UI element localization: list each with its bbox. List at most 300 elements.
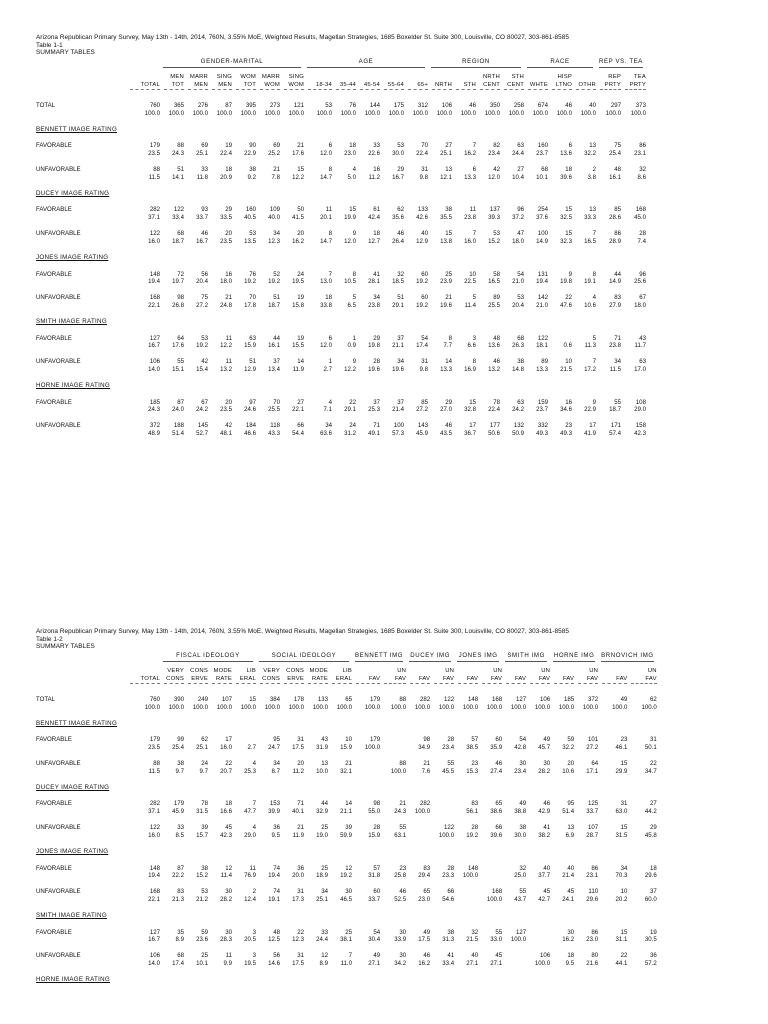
percent-cell: 27.2 <box>196 301 208 309</box>
percent-cell: 100.0 <box>364 703 381 711</box>
column-header: MARR <box>189 74 208 81</box>
count-cell: 46 <box>397 230 404 238</box>
percent-cell: 100.0 <box>630 109 646 117</box>
count-cell: 59 <box>567 736 575 744</box>
percent-cell: 45.8 <box>644 831 657 839</box>
percent-cell: 40.5 <box>244 213 256 221</box>
count-cell: 86 <box>591 864 599 872</box>
column-header: CONS <box>166 675 184 682</box>
percent-cell: 28.7 <box>586 831 599 839</box>
percent-cell: 29.1 <box>344 405 356 413</box>
percent-cell: 100.0 <box>144 703 160 711</box>
percent-cell: 9.2 <box>247 173 256 181</box>
percent-cell: 23.5 <box>220 237 232 245</box>
percent-cell: 28.3 <box>220 935 232 943</box>
column-header: FAV <box>562 675 575 682</box>
count-cell: 143 <box>417 422 428 430</box>
percent-cell: 22.1 <box>292 405 304 413</box>
percent-cell: 15.3 <box>466 767 479 775</box>
count-cell: 38 <box>519 824 527 832</box>
column-header <box>452 74 476 81</box>
percent-cell: 17.4 <box>416 341 428 349</box>
group-label: BENNETT IMG <box>355 652 403 662</box>
percent-cell: 18.0 <box>220 277 232 285</box>
count-cell: 47 <box>517 230 524 238</box>
count-cell: 46 <box>469 102 476 110</box>
group-header-row <box>36 58 646 68</box>
percent-cell: 16.5 <box>584 237 596 245</box>
rule-cell <box>380 89 404 93</box>
count-cell: 28 <box>447 864 455 872</box>
count-cell: 107 <box>587 824 599 832</box>
dashed-rule <box>600 89 621 90</box>
percent-cell: 14.8 <box>512 365 524 373</box>
count-cell: 28 <box>639 230 646 238</box>
percent-cell: 38.1 <box>340 935 352 943</box>
count-cell: 83 <box>423 864 431 872</box>
dashed-rule <box>164 683 184 684</box>
count-cell: 11 <box>225 358 232 366</box>
percent-cell: 28.1 <box>368 277 380 285</box>
blank-cell <box>126 58 160 68</box>
percent-cell: 16.9 <box>464 365 476 373</box>
percent-cell: 50.9 <box>512 429 524 437</box>
blank-cell <box>36 93 126 102</box>
column-header: FAV <box>538 675 551 682</box>
percent-cell: 23.4 <box>442 743 455 751</box>
section-title-cell <box>36 784 352 791</box>
table-row-count <box>36 865 657 872</box>
column-header: CENT <box>483 81 500 88</box>
count-cell: 168 <box>635 206 646 214</box>
dashed-rule <box>578 683 598 684</box>
percent-cell: 11.5 <box>609 365 621 373</box>
percent-cell: 32.3 <box>560 237 572 245</box>
rule-cell <box>304 89 332 93</box>
count-cell: 37 <box>649 888 657 896</box>
percent-cell <box>526 936 550 943</box>
percent-cell: 19.9 <box>344 213 356 221</box>
spacer-row <box>36 920 657 929</box>
column-header: ERAL <box>335 675 352 682</box>
count-cell: 66 <box>495 824 503 832</box>
blank-cell <box>36 74 126 81</box>
percent-cell: 16.2 <box>292 237 304 245</box>
percent-cell: 8.7 <box>271 767 280 775</box>
count-cell: 30 <box>225 928 232 936</box>
percent-cell: 18.1 <box>536 341 548 349</box>
rule-cell <box>328 683 352 687</box>
count-cell: 86 <box>614 230 621 238</box>
rule-cell <box>550 683 574 687</box>
percent-cell: 24.4 <box>316 935 328 943</box>
percent-cell: 22.9 <box>584 405 596 413</box>
percent-cell: 42.3 <box>220 831 232 839</box>
count-cell: 62 <box>397 206 404 214</box>
count-cell: 373 <box>635 102 646 110</box>
percent-cell: 51.4 <box>562 807 575 815</box>
percent-cell: 15.4 <box>196 365 208 373</box>
percent-cell: 22.5 <box>464 277 476 285</box>
dashed-rule <box>480 89 500 90</box>
count-cell: 88 <box>399 760 407 768</box>
row-label: FAVORABLE <box>36 270 72 278</box>
percent-cell: 47.7 <box>244 807 256 815</box>
count-cell: 53 <box>493 230 500 238</box>
percent-cell: 33.4 <box>442 959 455 967</box>
count-cell: 19 <box>225 142 232 150</box>
blank-cell <box>36 181 126 190</box>
count-cell: 34 <box>273 230 280 238</box>
count-cell: 276 <box>197 102 208 110</box>
dashed-rule <box>236 89 256 90</box>
count-cell <box>548 335 572 342</box>
count-cell: 15 <box>469 398 476 406</box>
percent-cell: 34.2 <box>394 959 407 967</box>
column-header: REP <box>608 74 621 81</box>
count-cell: 38 <box>177 760 184 768</box>
blank-cell <box>36 150 126 157</box>
count-cell: 8 <box>472 358 476 366</box>
count-cell: 30 <box>225 888 232 896</box>
count-cell: 177 <box>489 422 500 430</box>
count-cell: 33 <box>177 824 184 832</box>
percent-cell: 100.0 <box>390 767 407 775</box>
table-row-count <box>36 824 657 831</box>
row-label: UNFAVORABLE <box>36 294 81 302</box>
group-header <box>160 652 256 662</box>
count-cell: 13 <box>321 760 328 768</box>
percent-cell: 14.9 <box>609 277 621 285</box>
blank-cell <box>36 197 126 206</box>
count-cell: 159 <box>537 398 548 406</box>
percent-cell: 13.3 <box>536 365 548 373</box>
percent-cell: 27.1 <box>368 959 381 967</box>
percent-cell: 54.6 <box>442 895 455 903</box>
count-cell: 49 <box>543 736 551 744</box>
count-cell: 31 <box>297 888 304 896</box>
count-cell: 45 <box>225 824 232 832</box>
count-cell: 127 <box>149 928 160 936</box>
percent-cell: 100.0 <box>414 807 431 815</box>
percent-cell: 9.9 <box>223 959 232 967</box>
percent-cell: 19.2 <box>466 831 479 839</box>
percent-cell: 24.2 <box>196 405 208 413</box>
percent-cell: 23.9 <box>440 277 452 285</box>
crosstab-table-2 <box>36 652 657 984</box>
blank-cell <box>36 58 126 68</box>
count-cell: 27 <box>297 398 304 406</box>
count-cell: 42 <box>225 422 232 430</box>
count-cell: 46 <box>565 102 572 110</box>
count-cell: 68 <box>541 166 548 174</box>
spacer-row <box>36 413 646 422</box>
percent-cell: 23.5 <box>220 405 232 413</box>
count-cell: 127 <box>515 696 527 704</box>
column-header: LIB <box>342 668 352 675</box>
group-header <box>304 58 428 68</box>
spacer-row <box>36 133 646 142</box>
percent-cell: 18.9 <box>316 871 328 879</box>
count-cell: 21 <box>225 294 232 302</box>
spacer-row <box>36 943 657 952</box>
count-cell: 18 <box>225 166 232 174</box>
section-row <box>36 912 657 919</box>
spacer-row <box>36 967 657 976</box>
column-header: CONS <box>262 675 280 682</box>
dashed-rule <box>284 89 304 90</box>
count-cell: 4 <box>252 824 256 832</box>
percent-cell: 11.4 <box>220 871 232 879</box>
rule-cell <box>232 89 256 93</box>
count-cell: 49 <box>519 800 527 808</box>
count-cell: 21 <box>445 294 452 302</box>
percent-cell: 25.8 <box>394 871 407 879</box>
percent-cell: 16.0 <box>464 237 476 245</box>
count-cell: 15 <box>445 230 452 238</box>
percent-cell: 15.9 <box>244 341 256 349</box>
percent-cell: 20.4 <box>512 301 524 309</box>
spacer-row <box>36 309 646 318</box>
rule-cell <box>208 683 232 687</box>
count-cell: 7 <box>252 800 256 808</box>
percent-cell: 32.9 <box>316 807 328 815</box>
row-label: TOTAL <box>36 696 56 704</box>
count-cell: 27 <box>517 166 524 174</box>
rule-cell <box>256 683 280 687</box>
percent-cell: 15.9 <box>340 743 352 751</box>
percent-cell: 27.0 <box>440 405 452 413</box>
percent-cell: 26.8 <box>172 301 184 309</box>
count-cell: 2 <box>592 166 596 174</box>
section-title: JONES IMAGE RATING <box>36 848 109 856</box>
column-header <box>126 668 160 675</box>
percent-cell: 17.3 <box>292 895 304 903</box>
count-cell: 55 <box>614 398 621 406</box>
count-cell: 42 <box>493 166 500 174</box>
count-cell: 49 <box>423 928 431 936</box>
table-row-percent <box>36 430 646 437</box>
percent-cell: 13.2 <box>220 365 232 373</box>
percent-cell: 23.0 <box>344 149 356 157</box>
column-header <box>598 668 627 675</box>
count-cell: 82 <box>493 142 500 150</box>
percent-cell: 9.5 <box>565 959 575 967</box>
percent-cell: 100.0 <box>336 703 352 711</box>
dashed-rule <box>528 89 548 90</box>
blank-cell <box>36 262 126 271</box>
count-cell: 7 <box>328 270 332 278</box>
section-title: HORNE IMAGE RATING <box>36 382 111 390</box>
count-cell: 93 <box>201 206 208 214</box>
table-row-count <box>36 335 646 342</box>
percent-cell: 56.1 <box>466 807 479 815</box>
percent-cell: 100.0 <box>192 109 208 117</box>
percent-cell: 15.2 <box>196 871 208 879</box>
count-cell: 148 <box>467 864 479 872</box>
count-cell: 148 <box>467 696 479 704</box>
percent-cell: 63.6 <box>320 429 332 437</box>
group-label: DUCEY IMG <box>409 652 451 662</box>
count-cell: 64 <box>591 760 599 768</box>
column-header <box>454 668 478 675</box>
count-cell: 41 <box>373 270 380 278</box>
blank-cell <box>36 157 126 166</box>
percent-cell: 47.6 <box>560 301 572 309</box>
dashed-rule <box>130 89 160 90</box>
percent-cell: 12.5 <box>268 935 280 943</box>
table-row-percent <box>36 768 657 775</box>
count-cell: 31 <box>421 166 428 174</box>
group-label: GENDER-MARITAL <box>163 58 301 68</box>
dashed-rule <box>408 89 428 90</box>
count-cell: 96 <box>639 270 646 278</box>
rule-cell <box>184 683 208 687</box>
count-cell: 760 <box>149 102 160 110</box>
count-cell: 153 <box>269 800 280 808</box>
count-cell: 22 <box>349 398 356 406</box>
column-header: TEA <box>633 74 646 81</box>
count-cell: 60 <box>495 736 503 744</box>
table-row-percent <box>36 238 646 245</box>
percent-cell: 100.0 <box>460 109 476 117</box>
count-cell: 168 <box>491 888 503 896</box>
percent-cell: 23.8 <box>609 341 621 349</box>
count-cell: 32 <box>397 270 404 278</box>
count-cell: 97 <box>249 398 256 406</box>
column-header: 65+ <box>417 81 428 88</box>
percent-cell: 25.3 <box>368 405 380 413</box>
count-cell: 30 <box>567 928 575 936</box>
count-cell: 127 <box>149 334 160 342</box>
column-header <box>352 668 380 675</box>
count-cell: 8 <box>448 334 452 342</box>
count-cell: 43 <box>639 334 646 342</box>
column-header: 45-54 <box>363 81 380 88</box>
percent-cell: 19.4 <box>536 277 548 285</box>
count-cell: 8 <box>352 270 356 278</box>
spacer-row <box>36 815 657 824</box>
count-cell: 75 <box>614 142 621 150</box>
count-cell: 18 <box>565 166 572 174</box>
count-cell: 48 <box>493 334 500 342</box>
table-row-count <box>36 206 646 213</box>
percent-cell: 26.4 <box>392 237 404 245</box>
count-cell: 16 <box>225 270 232 278</box>
percent-cell: 19.1 <box>584 277 596 285</box>
blank-cell <box>36 920 126 929</box>
percent-cell: 5.0 <box>347 173 356 181</box>
count-cell: 7 <box>472 142 476 150</box>
count-cell: 14 <box>297 358 304 366</box>
count-cell: 34 <box>321 888 328 896</box>
blank-cell <box>36 775 126 784</box>
count-cell: 64 <box>177 334 184 342</box>
section-title: SMITH IMAGE RATING <box>36 318 107 326</box>
count-cell: 63 <box>517 398 524 406</box>
section-title: DUCEY IMAGE RATING <box>36 784 110 792</box>
count-cell: 87 <box>177 864 184 872</box>
column-header: SING <box>216 74 232 81</box>
count-cell: 23 <box>620 736 628 744</box>
section-title: JONES IMAGE RATING <box>36 254 109 262</box>
spacer-row <box>36 285 646 294</box>
percent-cell: 27.9 <box>609 301 621 309</box>
count-cell: 30 <box>519 760 527 768</box>
count-cell: 5 <box>592 334 596 342</box>
percent-cell: 19.2 <box>268 277 280 285</box>
percent-cell: 42.8 <box>514 743 527 751</box>
percent-cell: 37.6 <box>536 213 548 221</box>
percent-cell: 19.8 <box>560 277 572 285</box>
count-cell: 70 <box>421 142 428 150</box>
count-cell: 49 <box>620 696 628 704</box>
table-row-percent <box>36 110 646 117</box>
spacer-row <box>36 727 657 736</box>
count-cell: 46 <box>399 888 407 896</box>
percent-cell: 7.4 <box>637 237 646 245</box>
count-cell: 38 <box>445 206 452 214</box>
percent-cell: 13.6 <box>560 149 572 157</box>
percent-cell: 100.0 <box>558 703 575 711</box>
percent-cell: 100.0 <box>412 109 428 117</box>
count-cell: 18 <box>373 230 380 238</box>
dashed-rule <box>360 89 380 90</box>
column-header: TOTAL <box>140 675 160 682</box>
rule-cell <box>352 683 380 687</box>
count-cell: 12 <box>225 864 232 872</box>
count-cell: 54 <box>373 928 381 936</box>
percent-cell: 33.7 <box>196 213 208 221</box>
percent-cell: 25.3 <box>244 767 256 775</box>
row-label: UNFAVORABLE <box>36 888 81 896</box>
percent-cell: 100.0 <box>168 703 184 711</box>
percent-cell: 42.4 <box>368 213 380 221</box>
column-header: STH <box>511 74 524 81</box>
percent-cell: 37.1 <box>148 213 160 221</box>
rule-cell <box>126 683 160 687</box>
count-cell: 15 <box>565 230 572 238</box>
percent-cell: 100.0 <box>486 895 503 903</box>
count-cell: 46 <box>493 358 500 366</box>
percent-cell: 14.9 <box>536 237 548 245</box>
count-cell: 62 <box>649 696 657 704</box>
rule-cell <box>428 89 452 93</box>
count-cell: 65 <box>495 800 503 808</box>
count-cell: 11 <box>249 864 256 872</box>
count-cell: 22 <box>620 952 628 960</box>
count-cell: 12 <box>321 952 328 960</box>
percent-cell: 22.6 <box>368 149 380 157</box>
blank-cell <box>36 366 126 373</box>
count-cell: 1 <box>352 334 356 342</box>
percent-cell: 44.2 <box>644 807 657 815</box>
percent-cell: 34.7 <box>644 767 657 775</box>
percent-cell: 18.0 <box>634 301 646 309</box>
percent-cell: 6.6 <box>467 341 476 349</box>
percent-cell: 21.4 <box>562 871 575 879</box>
blank-cell <box>36 309 126 318</box>
percent-cell: 16.1 <box>268 341 280 349</box>
percent-cell: 23.5 <box>148 149 160 157</box>
percent-cell: 25.4 <box>609 149 621 157</box>
percent-cell: 17.5 <box>292 743 304 751</box>
count-cell: 14 <box>345 800 352 808</box>
count-cell: 4 <box>252 760 256 768</box>
percent-cell: 17.6 <box>292 149 304 157</box>
count-cell: 21 <box>297 142 304 150</box>
percent-cell: 12.2 <box>220 341 232 349</box>
